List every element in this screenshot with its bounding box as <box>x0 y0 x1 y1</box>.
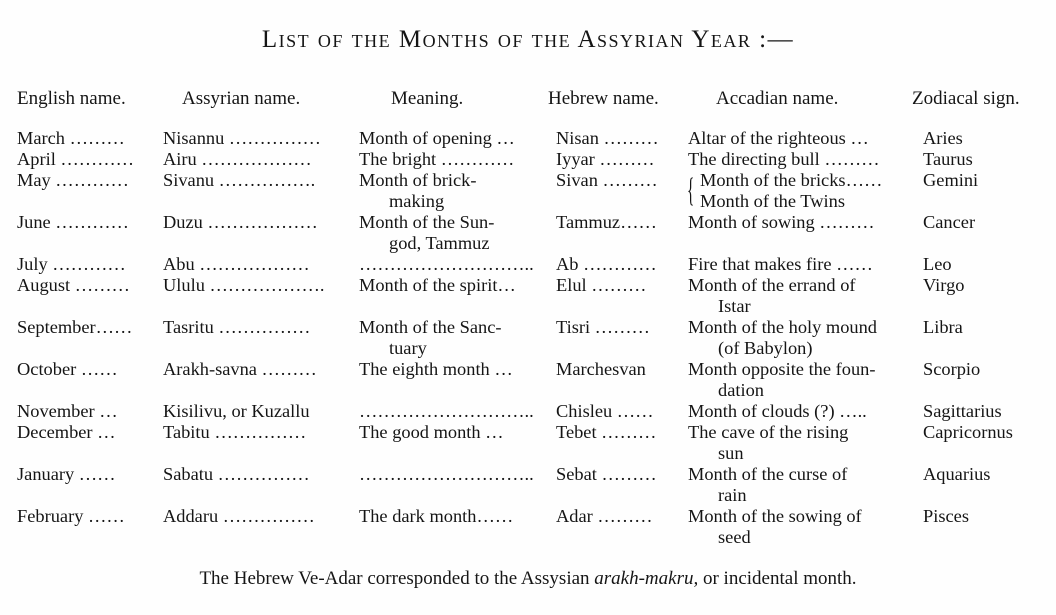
cell-accadian-name-line: The directing bull ……… <box>688 149 880 169</box>
cell-assyrian-name: Arakh-savna ……… <box>163 359 317 379</box>
cell-meaning <box>359 275 550 296</box>
cell-meaning-line: Month of the Sun- <box>359 212 495 232</box>
cell-meaning-line: Month of the spirit… <box>359 275 516 295</box>
cell-meaning <box>359 149 550 170</box>
cell-accadian-name <box>688 128 920 149</box>
table-row <box>0 422 1056 464</box>
cell-zodiacal-sign: Libra <box>923 317 963 337</box>
footer-text-italic: arakh-makru, <box>594 568 699 589</box>
cell-hebrew-name: Sebat ……… <box>556 464 657 484</box>
cell-accadian-name <box>688 149 920 170</box>
footer-text-after: or incidental month. <box>698 568 857 589</box>
cell-hebrew-name: Ab ………… <box>556 254 657 274</box>
cell-english-name: May ………… <box>17 170 129 190</box>
cell-accadian-name <box>688 254 920 275</box>
cell-zodiacal-sign: Aquarius <box>923 464 991 484</box>
cell-accadian-name <box>688 464 920 506</box>
header-assyrian: Assyrian name. <box>182 88 301 109</box>
table-row <box>0 254 1056 275</box>
cell-zodiacal-sign: Leo <box>923 254 952 274</box>
cell-accadian-name-line: Month of the bricks…… <box>700 170 883 190</box>
cell-hebrew-name: Sivan ……… <box>556 170 658 190</box>
header-meaning: Meaning. <box>391 88 464 109</box>
cell-meaning-line: The dark month…… <box>359 506 514 526</box>
cell-meaning-line: The good month … <box>359 422 504 442</box>
cell-hebrew-name: Elul ……… <box>556 275 647 295</box>
cell-accadian-name-line: Istar <box>718 296 751 316</box>
table-row <box>0 212 1056 254</box>
table-row <box>0 317 1056 359</box>
cell-meaning-line: ……………………….. <box>359 464 534 484</box>
cell-assyrian-name: Sabatu …………… <box>163 464 310 484</box>
cell-accadian-name <box>688 275 920 317</box>
cell-hebrew-name: Iyyar ……… <box>556 149 655 169</box>
cell-english-name: July ………… <box>17 254 126 274</box>
cell-accadian-name <box>688 317 920 359</box>
table-row <box>0 359 1056 401</box>
cell-assyrian-name: Tasritu …………… <box>163 317 311 337</box>
cell-assyrian-name: Addaru …………… <box>163 506 315 526</box>
cell-accadian-name-line: Month opposite the foun- <box>688 359 876 379</box>
cell-meaning <box>359 170 550 212</box>
footer-text-before: The Hebrew Ve-Adar corresponded to the Assysian <box>199 568 595 589</box>
table-row <box>0 128 1056 149</box>
cell-assyrian-name: Sivanu ……………. <box>163 170 316 190</box>
cell-meaning-line: ……………………….. <box>359 401 534 421</box>
cell-accadian-name-line: Month of the curse of <box>688 464 848 484</box>
cell-accadian-name-line: Fire that makes fire …… <box>688 254 873 274</box>
cell-hebrew-name: Tammuz…… <box>556 212 657 232</box>
page-title: List of the Months of the Assyrian Year :— <box>261 26 795 53</box>
cell-accadian-name-line: sun <box>718 443 744 463</box>
header-english: English name. <box>17 88 126 109</box>
cell-accadian-name-line: Month of the holy mound <box>688 317 878 337</box>
cell-hebrew-name: Adar ……… <box>556 506 653 526</box>
cell-meaning <box>359 422 550 443</box>
cell-accadian-name <box>688 170 920 212</box>
cell-accadian-name-line: Altar of the righteous … <box>688 128 869 148</box>
cell-accadian-name-line: Month of the sowing of <box>688 506 862 526</box>
cell-meaning-line: Month of brick- <box>359 170 477 190</box>
cell-accadian-name-line: Month of the Twins <box>700 191 845 211</box>
cell-zodiacal-sign: Aries <box>923 128 963 148</box>
cell-assyrian-name: Duzu ……………… <box>163 212 318 232</box>
cell-english-name: June ………… <box>17 212 129 232</box>
cell-meaning-line: ……………………….. <box>359 254 534 274</box>
cell-meaning <box>359 128 550 149</box>
header-zodiacal: Zodiacal sign. <box>912 88 1020 109</box>
cell-assyrian-name: Kisilivu, or Kuzallu <box>163 401 310 421</box>
table-row <box>0 401 1056 422</box>
table-header <box>0 88 1056 114</box>
cell-accadian-name <box>688 401 920 422</box>
cell-zodiacal-sign: Virgo <box>923 275 965 295</box>
cell-accadian-name <box>688 359 920 401</box>
cell-meaning-line: Month of opening … <box>359 128 515 148</box>
cell-zodiacal-sign: Scorpio <box>923 359 981 379</box>
table-row <box>0 149 1056 170</box>
cell-meaning-line: making <box>389 191 445 211</box>
cell-english-name: February …… <box>17 506 125 526</box>
cell-english-name: December … <box>17 422 116 442</box>
cell-english-name: September…… <box>17 317 133 337</box>
brace-glyph: { <box>687 172 695 209</box>
cell-hebrew-name: Nisan ……… <box>556 128 659 148</box>
cell-english-name: January …… <box>17 464 116 484</box>
cell-accadian-name-line: Month of sowing ……… <box>688 212 875 232</box>
table-row <box>0 464 1056 506</box>
footer-note <box>0 568 1056 590</box>
header-hebrew: Hebrew name. <box>548 88 659 109</box>
cell-zodiacal-sign: Pisces <box>923 506 969 526</box>
cell-zodiacal-sign: Gemini <box>923 170 979 190</box>
cell-meaning-line: god, Tammuz <box>389 233 490 253</box>
cell-english-name: April ………… <box>17 149 134 169</box>
cell-accadian-name <box>688 422 920 464</box>
cell-hebrew-name: Chisleu …… <box>556 401 654 421</box>
cell-accadian-name-line: The cave of the rising <box>688 422 849 442</box>
cell-meaning <box>359 506 550 527</box>
cell-meaning <box>359 212 550 254</box>
cell-zodiacal-sign: Sagittarius <box>923 401 1002 421</box>
cell-meaning <box>359 401 550 422</box>
cell-english-name: October …… <box>17 359 118 379</box>
header-accadian: Accadian name. <box>716 88 839 109</box>
cell-meaning <box>359 464 550 485</box>
cell-assyrian-name: Ululu ………………. <box>163 275 325 295</box>
cell-accadian-name <box>688 506 920 548</box>
cell-hebrew-name: Marchesvan <box>556 359 646 379</box>
cell-zodiacal-sign: Capricornus <box>923 422 1013 442</box>
cell-accadian-name <box>688 212 920 233</box>
cell-hebrew-name: Tisri ……… <box>556 317 650 337</box>
table-row <box>0 170 1056 212</box>
cell-accadian-name-line: Month of clouds (?) ….. <box>688 401 867 421</box>
cell-accadian-name-line: seed <box>718 527 751 547</box>
cell-assyrian-name: Abu ……………… <box>163 254 310 274</box>
cell-meaning <box>359 254 550 275</box>
cell-assyrian-name: Nisannu …………… <box>163 128 321 148</box>
cell-assyrian-name: Airu ……………… <box>163 149 312 169</box>
cell-zodiacal-sign: Taurus <box>923 149 973 169</box>
table-row <box>0 506 1056 548</box>
table-row <box>0 275 1056 317</box>
cell-english-name: August ……… <box>17 275 130 295</box>
cell-meaning <box>359 359 550 380</box>
cell-accadian-name-line: Month of the errand of <box>688 275 856 295</box>
cell-accadian-name-line: dation <box>718 380 764 400</box>
cell-hebrew-name: Tebet ……… <box>556 422 657 442</box>
cell-meaning-line: Month of the Sanc- <box>359 317 502 337</box>
cell-english-name: March ……… <box>17 128 125 148</box>
cell-zodiacal-sign: Cancer <box>923 212 976 232</box>
cell-accadian-name-line: (of Babylon) <box>718 338 813 358</box>
cell-meaning <box>359 317 550 359</box>
cell-meaning-line: The eighth month … <box>359 359 513 379</box>
cell-english-name: November … <box>17 401 118 421</box>
cell-meaning-line: The bright ………… <box>359 149 515 169</box>
cell-accadian-name-line: rain <box>718 485 747 505</box>
cell-assyrian-name: Tabitu …………… <box>163 422 307 442</box>
cell-meaning-line: tuary <box>389 338 427 358</box>
